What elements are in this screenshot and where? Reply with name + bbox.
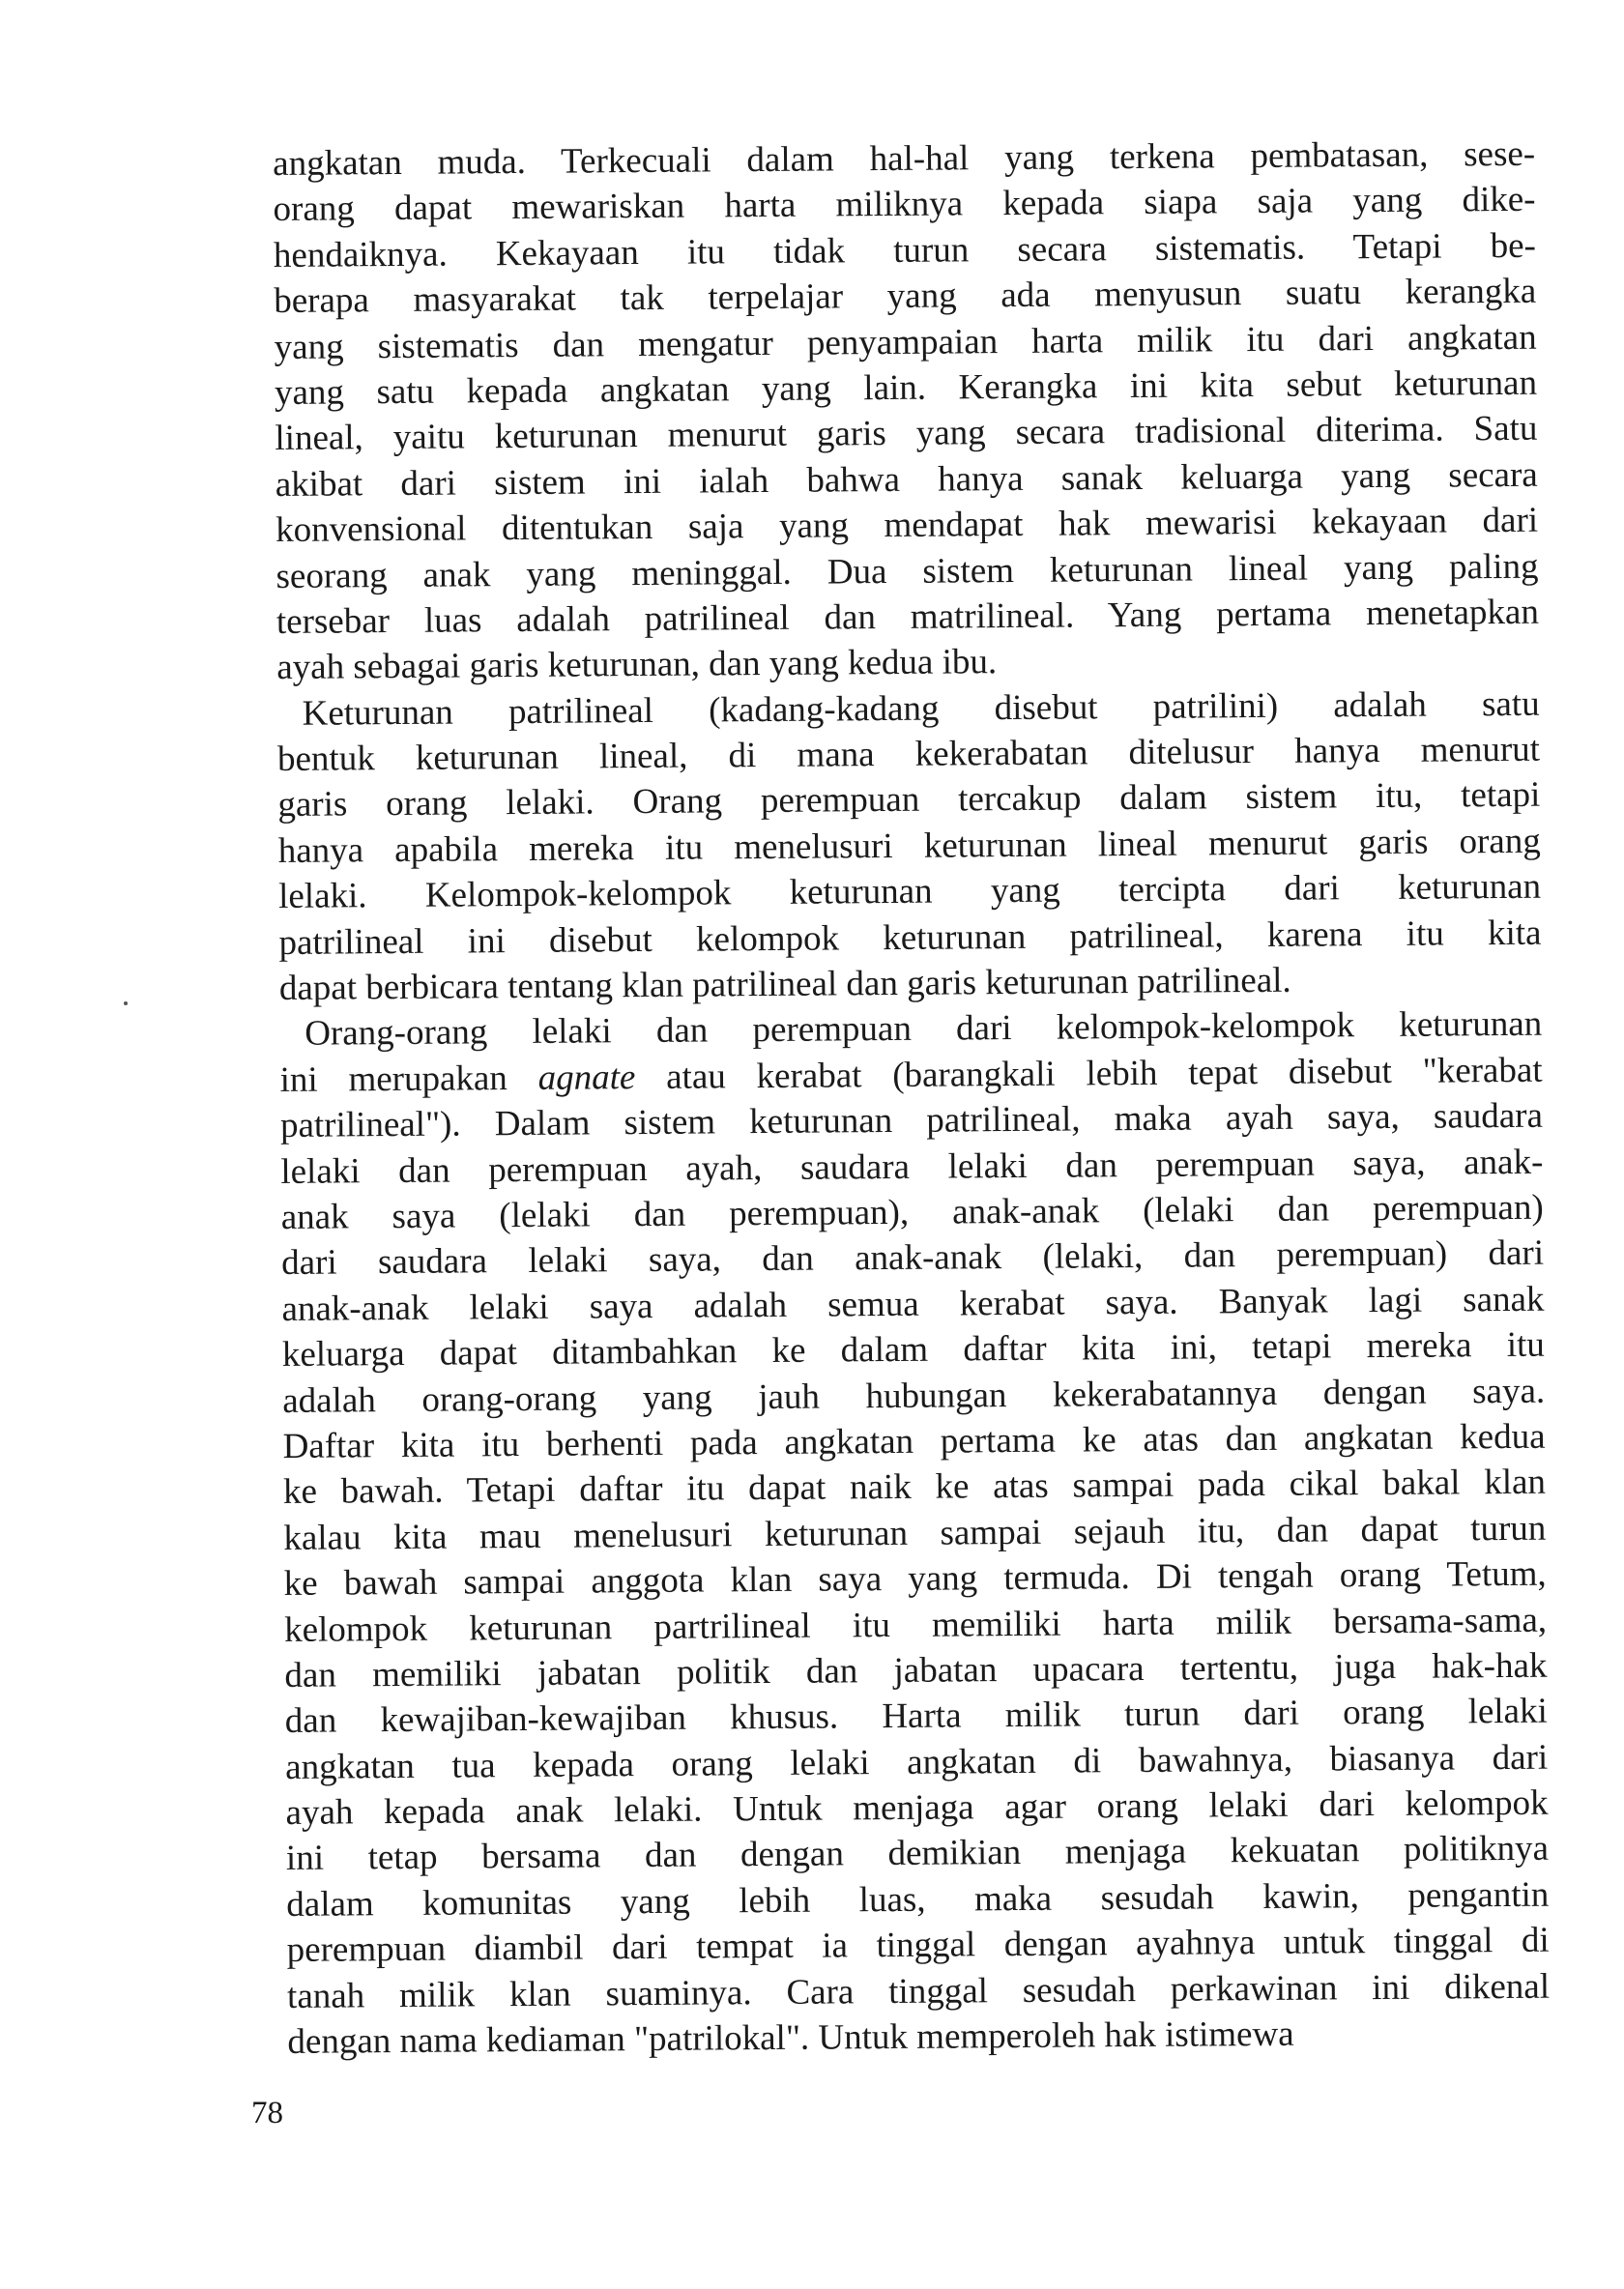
text-line: ke bawah sampai anggota klan saya yang termuda. Di tengah orang Tetum, — [283, 1553, 1547, 1605]
text-line: keluarga dapat ditambahkan ke dalam daftar kita ini, tetapi mereka itu — [281, 1324, 1545, 1376]
paragraph — [279, 1001, 1551, 2065]
text-line: hendaiknya. Kekayaan itu tidak turun secara sistematis. Tetapi be- — [273, 225, 1537, 275]
text-line: dari saudara lelaki saya, dan anak-anak (lelaki, dan perempuan) dari — [280, 1233, 1545, 1284]
text-line: konvensional ditentukan saja yang mendapat hak mewarisi kekayaan dari — [276, 500, 1539, 551]
text-line: dengan nama kediaman "patrilokal". Untuk memperoleh hak istimewa — [287, 2014, 1294, 2062]
scan-speck — [124, 1001, 128, 1005]
text-line: bentuk keturunan lineal, di mana kekerabatan ditelusur hanya menurut — [276, 729, 1541, 780]
text-line: yang sistematis dan mengatur penyampaian harta milik itu dari angkatan — [274, 317, 1537, 367]
text-line: seorang anak yang meninggal. Dua sistem keturunan lineal yang paling — [276, 546, 1539, 596]
text-line: kelompok keturunan partrilineal itu memiliki harta milik bersama-sama, — [283, 1600, 1548, 1650]
page-number: 78 — [251, 2096, 283, 2130]
text-line: anak saya (lelaki dan perempuan), anak-anak (lelaki dan perempuan) — [280, 1187, 1544, 1237]
text-line: angkatan tua kepada orang lelaki angkatan di bawahnya, biasanya dari — [285, 1737, 1549, 1787]
text-line: lineal, yaitu keturunan menurut garis yang secara tradisional diterima. Satu — [275, 409, 1538, 459]
body-text — [273, 131, 1551, 2066]
text-line: kalau kita mau menelusuri keturunan sampai sejauh itu, dan dapat turun — [283, 1508, 1547, 1558]
text-line: ayah sebagai garis keturunan, dan yang kedua ibu. — [276, 642, 998, 688]
text-line: garis orang lelaki. Orang perempuan tercakup dalam sistem itu, tetapi — [277, 775, 1541, 826]
text-line: perempuan diambil dari tempat ia tinggal dengan ayahnya untuk tinggal di — [286, 1920, 1550, 1971]
text-segment: atau kerabat (barangkali lebih tepat disebut "kerabat — [635, 1050, 1543, 1097]
text-line: dapat berbicara tentang klan patrilineal dan garis keturunan patrilineal. — [278, 960, 1291, 1009]
text-line: tanah milik klan suaminya. Cara tinggal sesudah perkawinan ini dikenal — [286, 1966, 1551, 2016]
text-line: Keturunan patrilineal (kadang-kadang disebut patrilini) adalah satu — [302, 683, 1540, 734]
text-line: adalah orang-orang yang jauh hubungan kekerabatannya dengan saya. — [282, 1371, 1546, 1421]
text-line: ayah kepada anak lelaki. Untuk menjaga agar orang lelaki dari kelompok — [285, 1782, 1549, 1834]
text-line: patrilineal ini disebut kelompok keturunan patrilineal, karena itu kita — [278, 913, 1542, 963]
paragraph — [273, 131, 1539, 691]
text-line: anak-anak lelaki saya adalah semua kerabat saya. Banyak lagi sanak — [281, 1279, 1545, 1329]
text-line: Daftar kita itu berhenti pada angkatan pertama ke atas dan angkatan kedua — [282, 1416, 1546, 1466]
text-line: ke bawah. Tetapi daftar itu dapat naik ke atas sampai pada cikal bakal klan — [282, 1463, 1547, 1513]
text-line: hanya apabila mereka itu menelusuri keturunan lineal menurut garis orang — [277, 821, 1541, 871]
text-line: yang satu kepada angkatan yang lain. Kerangka ini kita sebut keturunan — [274, 362, 1538, 413]
italic-term: agnate — [537, 1057, 636, 1098]
text-line: patrilineal"). Dalam sistem keturunan patrilineal, maka ayah saya, saudara — [279, 1095, 1544, 1146]
text-line: berapa masyarakat tak terpelajar yang ada menyusun suatu kerangka — [274, 271, 1537, 322]
text-line: ini tetap bersama dan dengan demikian menjaga kekuatan politiknya — [285, 1829, 1550, 1879]
text-line: lelaki. Kelompok-kelompok keturunan yang tercipta dari keturunan — [277, 866, 1542, 917]
text-segment: ini merupakan — [279, 1058, 538, 1100]
text-line: Orang-orang lelaki dan perempuan dari kelompok-kelompok keturunan — [304, 1004, 1543, 1055]
text-line: tersebar luas adalah patrilineal dan matrilineal. Yang pertama menetapkan — [276, 592, 1540, 642]
text-line: lelaki dan perempuan ayah, saudara lelaki dan perempuan saya, anak- — [280, 1142, 1544, 1192]
text-line: dan memiliki jabatan politik dan jabatan upacara tertentu, juga hak-hak — [284, 1645, 1548, 1695]
paragraph — [276, 681, 1542, 1011]
text-line: dalam komunitas yang lebih luas, maka sesudah kawin, pengantin — [286, 1874, 1550, 1925]
text-line: orang dapat mewariskan harta miliknya kepada siapa saja yang dike- — [273, 180, 1536, 230]
text-line: dan kewajiban-kewajiban khusus. Harta milik turun dari orang lelaki — [284, 1691, 1548, 1742]
text-line: angkatan muda. Terkecuali dalam hal-hal yang terkena pembatasan, sese- — [273, 133, 1536, 184]
text-line: akibat dari sistem ini ialah bahwa hanya sanak keluarga yang secara — [275, 454, 1538, 505]
